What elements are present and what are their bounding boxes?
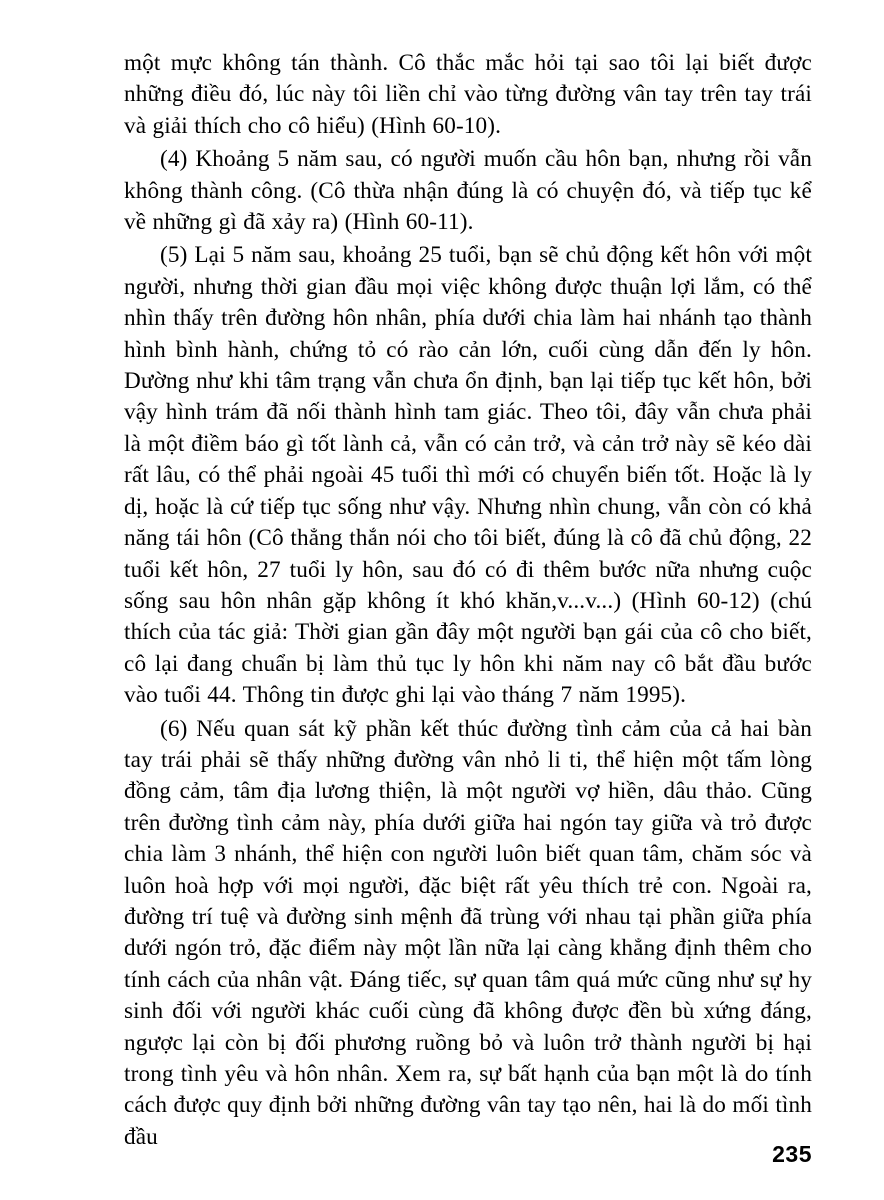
paragraph-item-4: (4) Khoảng 5 năm sau, có người muốn cầu hôn bạn, nhưng rồi vẫn không thành công. (Cô thừa nhận đúng là có chuyện đó, và tiếp tục kể về những gì đã xảy ra) (Hình 60-11). [124,146,812,236]
page-text-body [124,48,812,1153]
page-number: 235 [772,1141,812,1167]
paragraph-item-6: (6) Nếu quan sát kỹ phần kết thúc đường tình cảm của cả hai bàn tay trái phải sẽ thấy những đường vân nhỏ li ti, thể hiện một tấm lòng đồng cảm, tâm địa lương thiện, là một người vợ hiền, dâu thảo. Cũng trên đường tình cảm này, phía dưới giữa hai ngón tay giữa và trỏ được chia làm 3 nhánh, thể hiện con người luôn biết quan tâm, chăm sóc và luôn hoà hợp với mọi người, đặc biệt rất yêu thích trẻ con. Ngoài ra, đường trí tuệ và đường sinh mệnh đã trùng với nhau tại phần giữa phía dưới ngón trỏ, đặc điểm này một lần nữa lại càng khẳng định thêm cho tính cách của nhân vật. Đáng tiếc, sự quan tâm quá mức cũng như sự hy sinh đối với người khác cuối cùng đã không được đền bù xứng đáng, ngược lại còn bị đối phương ruồng bỏ và luôn trở thành người bị hại trong tình yêu và hôn nhân. Xem ra, sự bất hạnh của bạn một là do tính cách được quy định bởi những đường vân tay tạo nên, hai là do mối tình đầu [124,715,812,1150]
paragraph-continuation: một mực không tán thành. Cô thắc mắc hỏi tại sao tôi lại biết được những điều đó, lúc này tôi liền chỉ vào từng đường vân tay trên tay trái và giải thích cho cô hiểu) (Hình 60-10). [124,50,812,139]
paragraph-item-5: (5) Lại 5 năm sau, khoảng 25 tuổi, bạn sẽ chủ động kết hôn với một người, nhưng thời gian đầu mọi việc không được thuận lợi lắm, có thể nhìn thấy trên đường hôn nhân, phía dưới chia làm hai nhánh tạo thành hình bình hành, chứng tỏ có rào cản lớn, cuối cùng dẫn đến ly hôn. Dường như khi tâm trạng vẫn chưa ổn định, bạn lại tiếp tục kết hôn, bởi vậy hình trám đã nối thành hình tam giác. Theo tôi, đây vẫn chưa phải là một điềm báo gì tốt lành cả, vẫn có cản trở, và cản trở này sẽ kéo dài rất lâu, có thể phải ngoài 45 tuổi thì mới có chuyển biến tốt. Hoặc là ly dị, hoặc là cứ tiếp tục sống như vậy. Nhưng nhìn chung, vẫn còn có khả năng tái hôn (Cô thẳng thắn nói cho tôi biết, đúng là cô đã chủ động, 22 tuổi kết hôn, 27 tuổi ly hôn, sau đó có đi thêm bước nữa nhưng cuộc sống sau hôn nhân gặp không ít khó khăn,v...v...) (Hình 60-12) (chú thích của tác giả: Thời gian gần đây một người bạn gái của cô cho biết, cô lại đang chuẩn bị làm thủ tục ly hôn khi năm nay cô bắt đầu bước vào tuổi 44. Thông tin được ghi lại vào tháng 7 năm 1995). [124,242,812,709]
